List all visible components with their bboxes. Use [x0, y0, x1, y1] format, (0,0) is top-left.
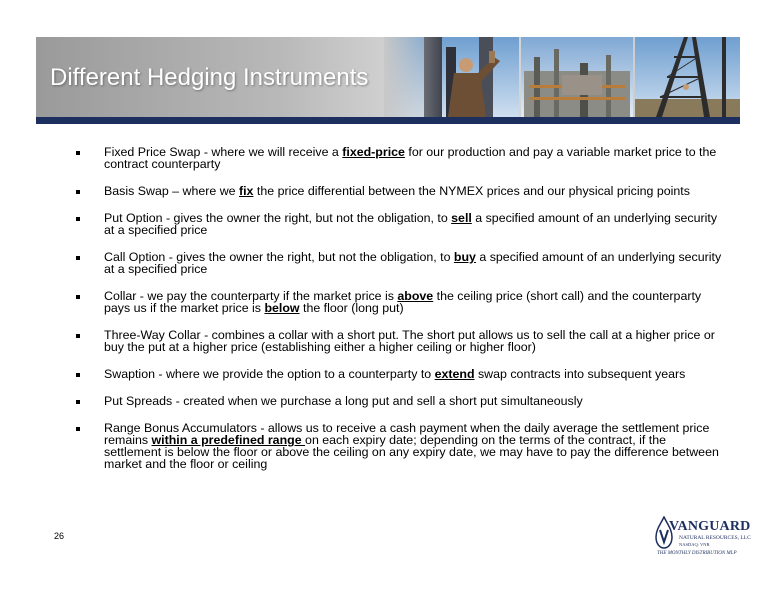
bullet-text: Put Spreads - created when we purchase a long put and sell a short put simultaneously	[104, 394, 583, 408]
bullet-text: swap contracts into subsequent years	[474, 367, 686, 381]
emphasized-term: fixed-price	[342, 145, 405, 159]
logo-tagline: THE MONTHLY DISTRIBUTION MLP	[657, 551, 737, 556]
bullet-item	[72, 329, 722, 353]
bullet-item	[72, 212, 722, 236]
bullet-text: the floor (long put)	[299, 301, 404, 315]
vanguard-logo	[652, 514, 751, 564]
bullet-text: the ceiling price (short call) and the counterparty pays us if the market price is	[104, 289, 702, 315]
bullet-text: Three-Way Collar - combines a collar with a short put. The short put allows us to sell the call at a higher price or buy the put at a higher price (establishing either a higher ceiling or higher floor)	[104, 328, 715, 354]
bullet-text: a specified amount of an underlying security at a specified price	[104, 250, 722, 276]
bullet-text: on each expiry date; depending on the terms of the contract, if the settlement is below the floor or above the ceiling on any expiry date, we may have to pay the difference between market and the floor or ceiling	[104, 433, 719, 471]
bullet-text: Call Option - gives the owner the right, but not the obligation, to	[104, 250, 454, 264]
bullet-item	[72, 422, 722, 470]
logo-subtitle: NATURAL RESOURCES, LLC	[679, 535, 751, 541]
emphasized-term: sell	[451, 211, 472, 225]
square-bullet-icon	[76, 373, 80, 377]
square-bullet-icon	[76, 295, 80, 299]
emphasized-term: fix	[238, 184, 254, 198]
bullet-item	[72, 146, 722, 170]
emphasized-term: within a predefined range	[151, 433, 306, 447]
bullet-text: Swaption - where we provide the option to a counterparty to	[104, 367, 435, 381]
bullet-text: Collar - we pay the counterparty if the market price is	[104, 289, 398, 303]
bullet-text: the price differential between the NYMEX prices and our physical pricing points	[253, 184, 690, 198]
bullet-text: Basis Swap – where we	[104, 184, 239, 198]
emphasized-term: above	[397, 289, 434, 303]
bullet-item	[72, 368, 722, 380]
hedging-instrument-list	[72, 146, 722, 485]
bullet-item	[72, 251, 722, 275]
bullet-text: a specified amount of an underlying security at a specified price	[104, 211, 718, 237]
header-stripe	[36, 117, 740, 124]
oilfield-photo-collage	[384, 37, 740, 117]
bullet-item	[72, 290, 722, 314]
bullet-text: for our production and pay a variable market price to the contract counterparty	[104, 145, 717, 171]
square-bullet-icon	[76, 151, 80, 155]
square-bullet-icon	[76, 190, 80, 194]
emphasized-term: buy	[453, 250, 476, 264]
emphasized-term: extend	[434, 367, 475, 381]
square-bullet-icon	[76, 334, 80, 338]
page-number: 26	[54, 531, 65, 541]
square-bullet-icon	[76, 427, 80, 431]
bullet-text: Range Bonus Accumulators - allows us to receive a cash payment when the daily average the settlement price remains	[104, 421, 710, 447]
bullet-text: Put Option - gives the owner the right, but not the obligation, to	[104, 211, 452, 225]
bullet-item	[72, 395, 722, 407]
logo-ticker: NASDAQ: VNR	[679, 542, 710, 547]
square-bullet-icon	[76, 400, 80, 404]
bullet-item	[72, 185, 722, 197]
square-bullet-icon	[76, 217, 80, 221]
header-banner	[36, 37, 740, 117]
bullet-text: Fixed Price Swap - where we will receive a	[104, 145, 343, 159]
slide-title: Different Hedging Instruments	[50, 64, 369, 91]
square-bullet-icon	[76, 256, 80, 260]
emphasized-term: below	[264, 301, 300, 315]
logo-name: VANGUARD	[669, 519, 751, 534]
